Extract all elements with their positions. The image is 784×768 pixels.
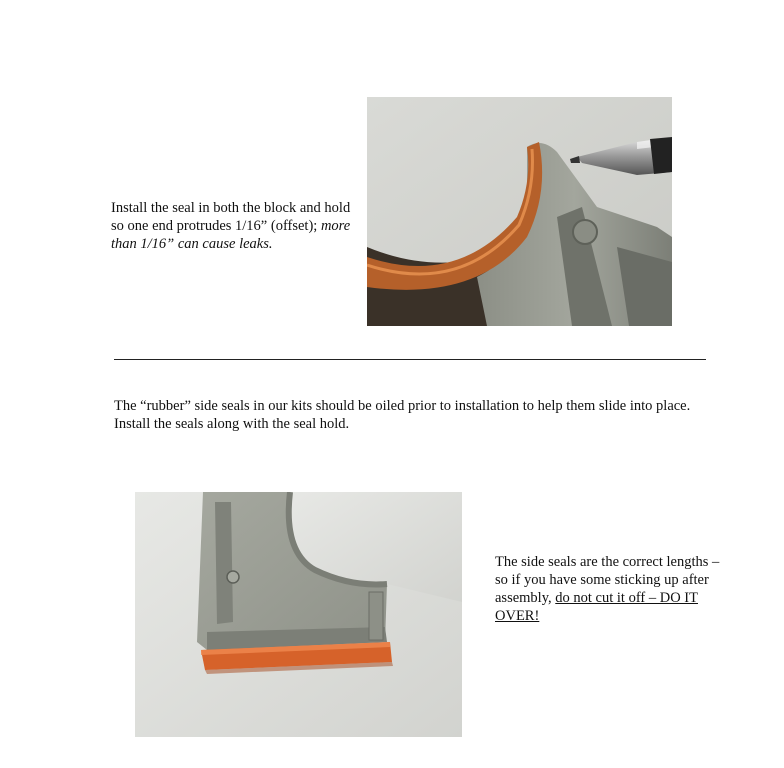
seal-install-text: Install the seal in both the block and hold so one end protrudes 1/16” (offset); — [111, 200, 351, 234]
seal-install-warning: more than 1/16” can cause leaks. — [111, 218, 351, 252]
side-seal-length-note — [495, 553, 725, 625]
side-seal-length-text: The side seals are the correct lengths – so if you have some sticking up after assembly, — [495, 554, 720, 606]
side-seal-oil-instruction: The “rubber” side seals in our kits should be oiled prior to installation to help them slide into place. Install the seals along with the seal hold. — [114, 398, 691, 432]
seal-install-photo — [367, 97, 672, 326]
side-seal-photo — [135, 492, 462, 737]
do-not-cut-warning: do not cut it off – DO IT OVER! — [495, 590, 698, 624]
section-divider — [114, 359, 706, 360]
seal-install-instruction — [111, 199, 351, 253]
